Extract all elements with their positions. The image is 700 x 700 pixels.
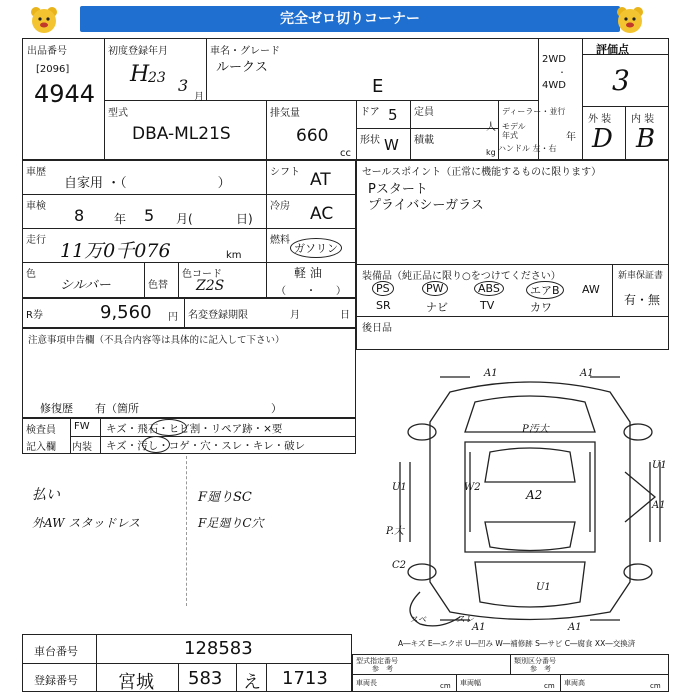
inspection-year-unit: 年 xyxy=(114,212,127,226)
first-reg-era: H xyxy=(130,62,150,87)
type-cert-label: 型式指定番号 xyxy=(356,657,398,665)
selling-points-label: セールスポイント（正常に機能するものに限ります） xyxy=(362,167,602,178)
drive-4wd-label: 4WD xyxy=(542,80,566,91)
displacement-value: 660 xyxy=(296,126,329,146)
diag-mark-a1-bottom-left: A1 xyxy=(472,622,486,633)
diag-mark-a2: A2 xyxy=(526,488,543,502)
registration-label: 登録番号 xyxy=(34,674,78,687)
fuel-label: 燃料 xyxy=(270,235,290,246)
registration-number: 1713 xyxy=(282,668,328,689)
car-name-value: ルークス xyxy=(216,60,268,75)
damage-legend: A―キズ E―エクボ U―凹み W―補修跡 S―サビ C―腐食 XX―交換済 xyxy=(398,639,636,648)
color-change-label: 色替 xyxy=(148,280,168,291)
equip-abs: ABS xyxy=(474,281,504,296)
diag-mark-w2: W2 xyxy=(464,482,481,493)
history-label: 車歴 xyxy=(26,167,46,178)
inspector-label: 検査員 xyxy=(26,425,56,436)
capacity-label: 定員 xyxy=(414,107,434,118)
car-name-label: 車名・グレード xyxy=(210,46,280,57)
page-title: 完全ゼロ切りコーナー xyxy=(80,6,620,32)
body-shape-label: 形状 xyxy=(360,135,380,146)
doors-value: 5 xyxy=(388,106,398,124)
color-value: シルバー xyxy=(60,278,111,293)
fw-items: キズ・飛石・ヒビ割・リペア跡・×要 xyxy=(106,423,283,435)
inspection-year: 8 xyxy=(74,206,85,225)
equip-leather: カワ xyxy=(530,301,552,314)
selling-point-2: プライバシーガラス xyxy=(368,198,484,213)
fw-label: FW xyxy=(74,421,90,432)
equipment-label: 装備品（純正品に限り○をつけてください） xyxy=(362,271,561,282)
diag-mark-u1-left: U1 xyxy=(392,482,407,493)
recycle-unit: 円 xyxy=(168,312,178,323)
diag-mark-a1-top-right: A1 xyxy=(580,368,594,379)
history-value: 自家用 ・（ ） xyxy=(64,176,231,191)
chassis-number: 128583 xyxy=(184,638,253,659)
remark-right-1: F廻りSC xyxy=(198,490,252,505)
doors-label: ドア xyxy=(360,107,380,118)
inspection-label: 車検 xyxy=(26,201,46,212)
lot-label: 出品番号 xyxy=(27,46,67,57)
class-no-ref: 参 考 xyxy=(530,665,551,673)
equip-navi: ナビ xyxy=(426,301,448,314)
interior-circle-mark xyxy=(142,436,170,453)
equip-aw: AW xyxy=(582,283,600,296)
fuel-gas-circled: ガソリン xyxy=(290,238,342,258)
name-change-day: 日 xyxy=(340,310,350,321)
lot-code: [2096] xyxy=(36,64,70,75)
dealer-label: ディーラー・並行 xyxy=(502,107,566,116)
length-unit: cm xyxy=(440,682,451,690)
drive-2wd-label: 2WD xyxy=(542,54,566,65)
model-year-unit: 年 xyxy=(566,132,576,143)
mascot-bear-icon-left xyxy=(28,4,60,36)
length-label: 車両長 xyxy=(356,679,377,687)
equip-pw: PW xyxy=(422,281,448,296)
inspection-month: 5 xyxy=(144,206,155,225)
class-no-label: 類別区分番号 xyxy=(514,657,556,665)
model-year-label2: 年式 xyxy=(502,131,518,140)
notes-label: 注意事項申告欄（不具合内容等は具体的に記入して下さい） xyxy=(28,335,285,346)
height-unit: cm xyxy=(650,682,661,690)
type-cert-ref: 参 考 xyxy=(372,665,393,673)
chassis-label: 車台番号 xyxy=(34,645,78,658)
color-label: 色 xyxy=(26,269,36,280)
rating-score: 3 xyxy=(612,64,630,97)
load-unit: kg xyxy=(486,148,496,157)
registration-pref: 宮城 xyxy=(118,672,154,693)
model-label: 型式 xyxy=(108,108,128,119)
rating-label: 評価点 xyxy=(596,43,629,56)
rear-items-label: 後日品 xyxy=(362,323,392,334)
remark-left-1: 払い xyxy=(32,487,60,503)
inspection-day-unit: 日) xyxy=(236,212,253,226)
interior-check-label: 内装 xyxy=(72,442,92,453)
recycle-value: 9,560 xyxy=(100,302,152,323)
repair-history: 修復歴 有（箇所 ） xyxy=(40,402,282,415)
remark-left-2: 外AW スタッドレス xyxy=(32,516,140,530)
color-code-label: 色コード xyxy=(182,269,222,280)
recycle-label: R券 xyxy=(26,310,43,321)
equip-ps: PS xyxy=(372,281,394,296)
capacity-unit: 人 xyxy=(486,122,496,133)
diag-mark-c2: C2 xyxy=(392,560,407,571)
fw-circle-mark xyxy=(151,419,187,436)
registration-class: 583 xyxy=(188,668,223,689)
diag-mark-p-large: P.大 xyxy=(386,526,404,537)
mileage-label: 走行 xyxy=(26,235,46,246)
interior-label: 内 装 xyxy=(631,114,655,125)
model-value: DBA-ML21S xyxy=(132,124,231,144)
diag-mark-a1-right: A1 xyxy=(652,500,666,511)
first-reg-year: 23 xyxy=(148,70,166,86)
entry-label: 記入欄 xyxy=(26,442,56,453)
body-shape-value: W xyxy=(384,136,399,154)
name-change-month: 月 xyxy=(290,310,300,321)
width-unit: cm xyxy=(544,682,555,690)
diag-mark-u1-bottom: U1 xyxy=(536,582,551,593)
fuel-diesel: 軽 油 xyxy=(294,266,322,280)
color-code-value: Z2S xyxy=(196,278,225,294)
handle-label: ハンドル 左・右 xyxy=(498,144,557,153)
diag-mark-scuff: スレ xyxy=(456,615,475,625)
equip-tv: TV xyxy=(480,299,495,312)
drive-dot: ・ xyxy=(558,68,566,77)
first-reg-month: 3 xyxy=(178,76,189,95)
remark-right-2: F足廻りC穴 xyxy=(198,516,264,530)
mascot-bear-icon-right xyxy=(614,4,646,36)
shift-label: シフト xyxy=(270,167,300,178)
fuel-other: （ ・ ） xyxy=(276,286,346,297)
shift-value: AT xyxy=(310,170,331,190)
interior-score: B xyxy=(636,124,656,154)
selling-point-1: Pスタート xyxy=(368,182,428,197)
equip-sr: SR xyxy=(376,299,391,312)
first-reg-label: 初度登録年月 xyxy=(108,46,168,57)
name-change-label: 名変登録期限 xyxy=(188,310,248,321)
diag-mark-p-dirty: P汚大 xyxy=(522,424,549,435)
mileage-unit: km xyxy=(226,250,242,261)
car-grade-value: E xyxy=(372,76,384,97)
load-label: 積載 xyxy=(414,135,434,146)
exterior-label: 外 装 xyxy=(588,114,612,125)
exterior-score: D xyxy=(592,124,613,154)
displacement-label: 排気量 xyxy=(270,108,300,119)
diag-mark-u1-right: U1 xyxy=(652,460,667,471)
displacement-unit: cc xyxy=(340,148,351,159)
ac-value: AC xyxy=(310,204,334,224)
lot-number: 4944 xyxy=(34,80,96,108)
new-warranty-label: 新車保証書 xyxy=(618,271,664,281)
first-reg-month-unit: 月 xyxy=(194,92,204,103)
mileage-value: 11万0千076 xyxy=(60,240,171,262)
width-label: 車両幅 xyxy=(460,679,481,687)
model-year-label1: モデル xyxy=(502,122,526,131)
diag-mark-a1-bottom-right: A1 xyxy=(568,622,582,633)
inspection-month-unit: 月( xyxy=(176,212,193,226)
interior-items: キズ・汚し・コゲ・穴・スレ・キレ・破レ xyxy=(106,440,306,452)
new-warranty-value: 有・無 xyxy=(624,293,661,307)
diag-mark-sube: スベ xyxy=(410,615,426,624)
height-label: 車両高 xyxy=(564,679,585,687)
ac-label: 冷房 xyxy=(270,201,290,212)
diag-mark-a1-top-left: A1 xyxy=(484,368,498,379)
equip-airbag: エアB xyxy=(526,281,564,299)
registration-kana: え xyxy=(243,672,261,693)
